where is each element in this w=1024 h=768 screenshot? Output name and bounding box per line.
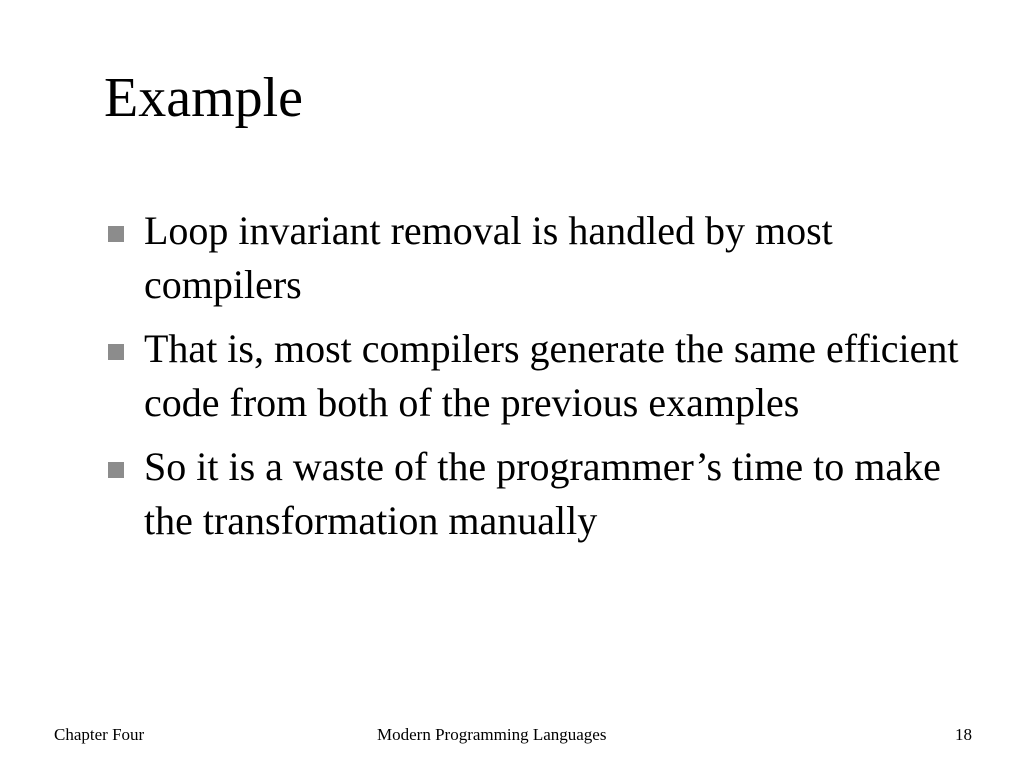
bullet-item <box>106 440 966 548</box>
square-bullet-icon <box>108 344 124 360</box>
bullet-text: So it is a waste of the programmer’s time to make the transformation manually <box>144 444 941 543</box>
square-bullet-icon <box>108 226 124 242</box>
footer-book-title: Modern Programming Languages <box>377 725 607 744</box>
slide-title: Example <box>104 67 304 129</box>
footer-chapter: Chapter Four <box>54 725 145 744</box>
bullet-list <box>106 204 966 558</box>
bullet-item <box>106 322 966 430</box>
square-bullet-icon <box>108 462 124 478</box>
bullet-item <box>106 204 966 312</box>
footer-page-number: 18 <box>955 725 972 744</box>
bullet-text: Loop invariant removal is handled by most compilers <box>144 208 833 307</box>
bullet-text: That is, most compilers generate the same efficient code from both of the previous examples <box>144 326 959 425</box>
